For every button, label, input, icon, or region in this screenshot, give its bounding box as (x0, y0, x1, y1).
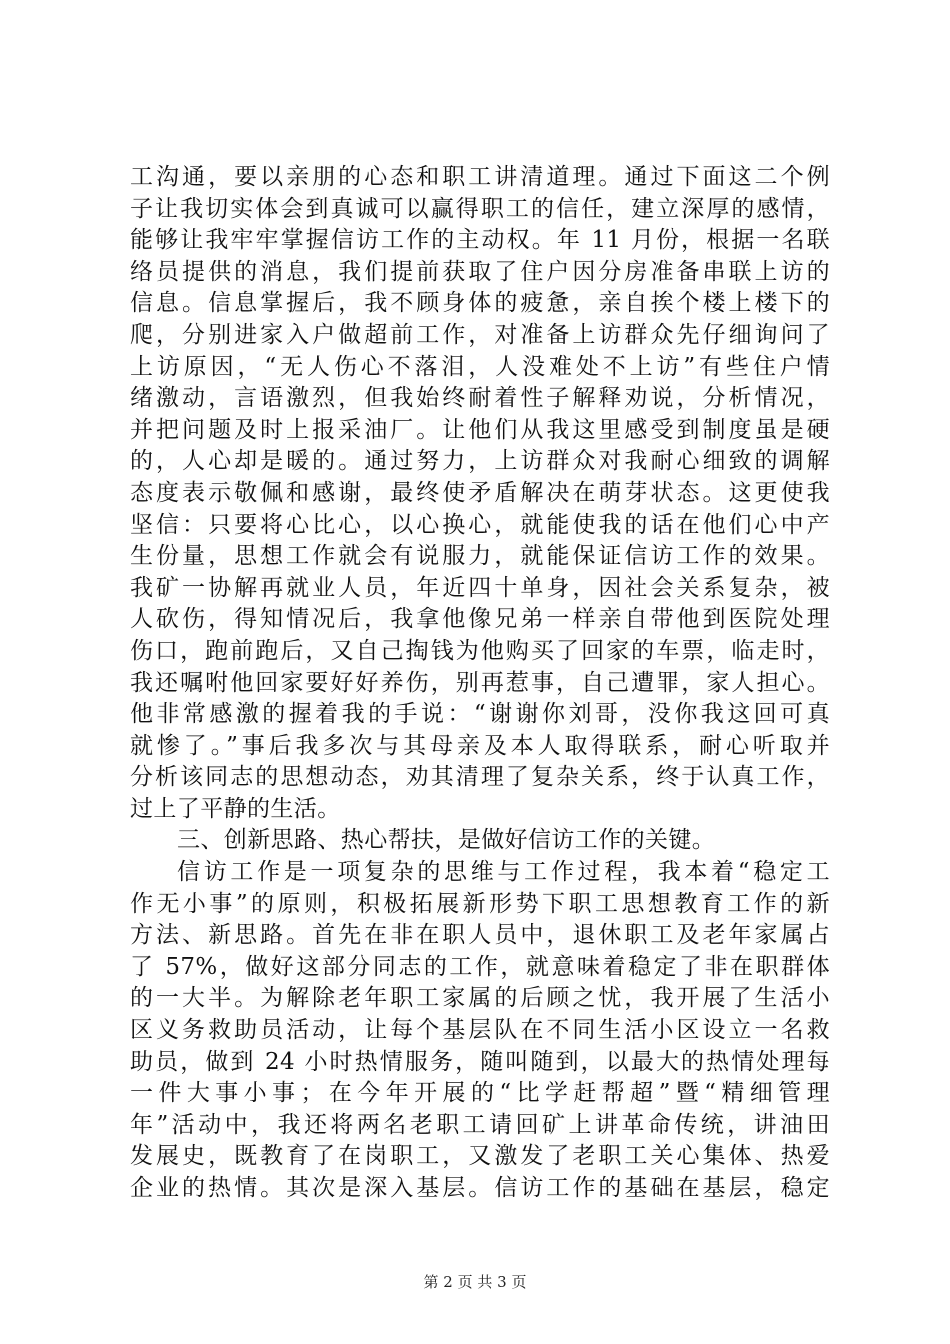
text-line: 就惨了。”事后我多次与其母亲及本人取得联系，耐心听取并 (130, 732, 830, 759)
text-line: 的一大半。为解除老年职工家属的后顾之忧，我开展了生活小 (130, 985, 830, 1012)
text-line: 生份量，思想工作就会有说服力，就能保证信访工作的效果。 (130, 543, 830, 570)
text-line: 过上了平静的生活。 (130, 795, 341, 822)
text-line: 人砍伤，得知情况后，我拿他像兄弟一样亲自带他到医院处理 (130, 606, 830, 633)
body-text (130, 162, 830, 1205)
text-line: 三、创新思路、热心帮扶，是做好信访工作的关键。 (177, 827, 716, 854)
text-line: 坚信：只要将心比心，以心换心，就能使我的话在他们心中产 (130, 511, 830, 538)
text-line: 他非常感激的握着我的手说：“谢谢你刘哥，没你我这回可真 (130, 701, 830, 728)
text-line: 分析该同志的思想动态，劝其清理了复杂关系，终于认真工作， (130, 764, 830, 791)
text-line: 企业的热情。其次是深入基层。信访工作的基础在基层，稳定 (130, 1175, 830, 1201)
text-line: 年”活动中，我还将两名老职工请回矿上讲革命传统，讲油田 (130, 1111, 830, 1138)
text-line: 我还嘱咐他回家要好好养伤，别再惹事，自己遭罪，家人担心。 (130, 669, 830, 696)
text-line: 作无小事”的原则，积极拓展新形势下职工思想教育工作的新 (130, 890, 830, 917)
text-line: 络员提供的消息，我们提前获取了住户因分房准备串联上访的 (130, 258, 830, 285)
text-line: 发展史，既教育了在岗职工，又激发了老职工关心集体、热爱 (130, 1143, 830, 1170)
text-line: 爬，分别进家入户做超前工作，对准备上访群众先仔细询问了 (130, 321, 830, 348)
text-line: 工沟通，要以亲朋的心态和职工讲清道理。通过下面这二个例 (130, 164, 830, 190)
text-line: 我矿一协解再就业人员，年近四十单身，因社会关系复杂，被 (130, 574, 830, 601)
page-footer: 第 2 页 共 3 页 (423, 1273, 527, 1291)
text-line: 一件大事小事；在今年开展的“比学赶帮超”暨“精细管理 (130, 1080, 830, 1107)
text-line: 的，人心却是暖的。通过努力，上访群众对我耐心细致的调解 (130, 448, 830, 475)
text-line: 上访原因，“无人伤心不落泪，人没难处不上访”有些住户情 (130, 353, 830, 380)
text-line: 方法、新思路。首先在非在职人员中，退休职工及老年家属占 (130, 922, 830, 949)
text-line: 态度表示敬佩和感谢，最终使矛盾解决在萌芽状态。这更使我 (130, 479, 830, 506)
text-line: 子让我切实体会到真诚可以赢得职工的信任，建立深厚的感情， (130, 195, 830, 222)
text-line: 并把问题及时上报采油厂。让他们从我这里感受到制度虽是硬 (130, 416, 830, 443)
text-line: 助员，做到 24 小时热情服务，随叫随到，以最大的热情处理每 (130, 1048, 830, 1075)
text-line: 区义务救助员活动，让每个基层队在不同生活小区设立一名救 (130, 1017, 830, 1044)
text-line: 伤口，跑前跑后，又自己掏钱为他购买了回家的车票，临走时， (130, 637, 830, 664)
text-line: 信息。信息掌握后，我不顾身体的疲惫，亲自挨个楼上楼下的 (130, 290, 830, 317)
text-line: 信访工作是一项复杂的思维与工作过程，我本着“稳定工 (177, 859, 830, 886)
text-line: 了 57%，做好这部分同志的工作，就意味着稳定了非在职群体 (130, 953, 830, 980)
text-line: 绪激动，言语激烈，但我始终耐着性子解释劝说，分析情况， (130, 385, 830, 412)
text-line: 能够让我牢牢掌握信访工作的主动权。年 11 月份，根据一名联 (130, 227, 830, 254)
